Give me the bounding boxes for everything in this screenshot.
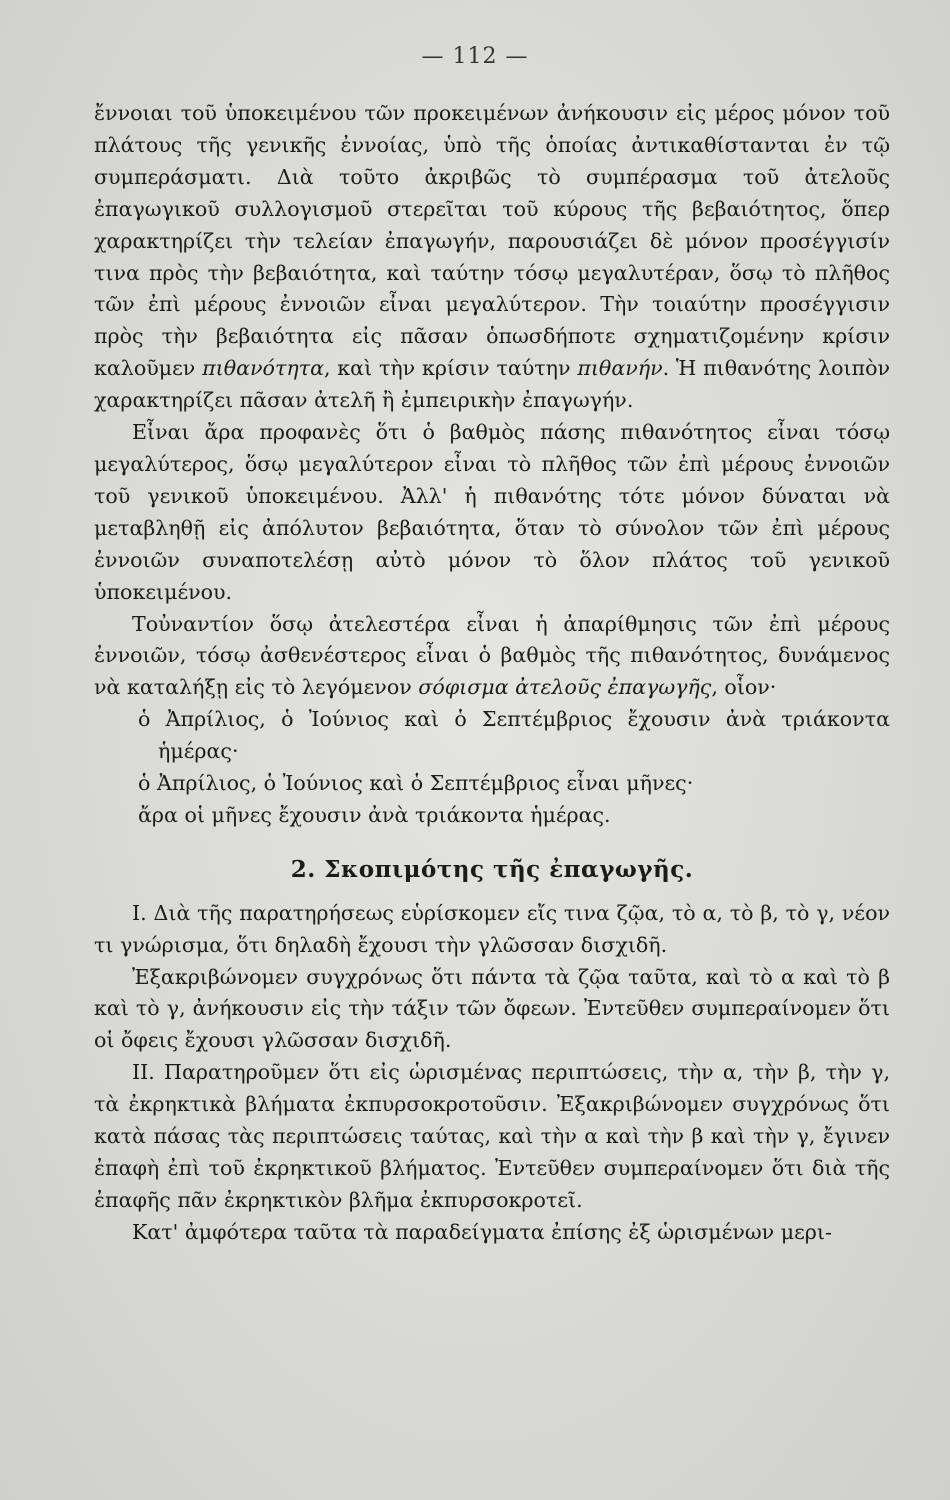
paragraph-probability (94, 98, 890, 417)
paragraph-both-examples: Κατ' ἀμφότερα ταῦτα τὰ παραδείγματα ἐπίσης ἐξ ὡρισμένων μερι- (132, 1219, 832, 1244)
paragraph-degree: Εἶναι ἄρα προφανὲς ὅτι ὁ βαθμὸς πάσης πιθανότητος εἶναι τόσῳ μεγαλύτερος, ὅσῳ μεγαλύτερον εἶναι τὸ πλῆθος τῶν ἐπὶ μέρους ἐννοιῶν τοῦ γενικοῦ ὑποκειμένου. Ἀλλ' ἡ πιθανότης τότε μόνον δύναται νὰ μεταβληθῇ εἰς ἀπόλυτον βεβαιότητα, ὅταν τὸ σύνολον τῶν ἐπὶ μέρους ἐννοιῶν συναποτελέσῃ αὐτὸ μόνον τὸ ὅλον πλάτος τοῦ γενικοῦ ὑποκειμένου. (94, 420, 890, 604)
paragraph-snakes: Ἐξακριβώνομεν συγχρόνως ὅτι πάντα τὰ ζῷα ταῦτα, καὶ τὸ α καὶ τὸ β καὶ τὸ γ, ἀνήκουσιν εἰς τὴν τάξιν τῶν ὄφεων. Ἐντεῦθεν συμπεραίνομεν ὅτι οἱ ὄφεις ἔχουσι γλῶσσαν δισχιδῆ. (94, 964, 890, 1053)
paragraph-example-two: ΙΙ. Παρατηροῦμεν ὅτι εἰς ὡρισμένας περιπτώσεις, τὴν α, τὴν β, τὴν γ, τὰ ἐκρηκτικὰ βλήματα ἐκπυρσοκροτοῦσιν. Ἐξακριβώνομεν συγχρόνως ὅτι κατὰ πάσας τὰς περιπτώσεις ταύτας, καὶ τὴν α καὶ τὴν β καὶ τὴν γ, ἔγινεν ἐπαφὴ ἐπὶ τοῦ ἐκρηκτικοῦ βλήματος. Ἐντεῦθεν συμπεραίνομεν ὅτι διὰ τῆς ἐπαφῆς πᾶν ἐκρηκτικὸν βλῆμα ἐκπυρσοκροτεῖ. (94, 1060, 890, 1212)
syllogism-example (94, 704, 890, 832)
section-heading: 2. Σκοπιμότης τῆς ἐπαγωγῆς. (290, 855, 694, 883)
paragraph-fallacy (94, 609, 890, 705)
term-fallacy: σόφισμα ἀτελοῦς ἐπαγωγῆς (418, 675, 712, 700)
example-premise-1: ὁ Ἀπρίλιος, ὁ Ἰούνιος καὶ ὁ Σεπτέμβριος ἔχουσιν ἀνὰ τριάκοντα ἡμέρας· (138, 707, 890, 764)
paragraph-probability-end: . Ἡ πιθανότης λοιπὸν χαρακτηρίζει πᾶσαν ἀτελῆ ἢ ἐμπειρικὴν ἐπαγωγήν. (94, 356, 890, 413)
example-premise-2: ὁ Ἀπρίλιος, ὁ Ἰούνιος καὶ ὁ Σεπτέμβριος εἶναι μῆνες· (138, 771, 694, 796)
paragraph-example-one: Ι. Διὰ τῆς παρατηρήσεως εὑρίσκομεν εἴς τινα ζῷα, τὸ α, τὸ β, τὸ γ, νέον τι γνώρισμα, ὅτι δηλαδὴ ἔχουσι τὴν γλῶσσαν δισχιδῆ. (94, 900, 890, 957)
example-conclusion: ἄρα οἱ μῆνες ἔχουσιν ἀνὰ τριάκοντα ἡμέρας. (138, 802, 611, 827)
paragraph-fallacy-end: , οἷον· (711, 675, 777, 700)
paragraph-probability-start: ἔννοιαι τοῦ ὑποκειμένου τῶν προκειμένων ἀνήκουσιν εἰς μέρος μόνον τοῦ πλάτους τῆς γενικῆς ἐννοίας, ὑπὸ τῆς ὁποίας ἀντικαθίστανται ἐν τῷ συμπεράσματι. Διὰ τοῦτο ἀκριβῶς τὸ συμπέρασμα τοῦ ἀτελοῦς ἐπαγωγικοῦ συλλογισμοῦ στερεῖται τοῦ κύρους τῆς βεβαιότητος, ὅπερ χαρακτηρίζει τὴν τελείαν ἐπαγωγήν, παρουσιάζει δὲ μόνον προσέγγισίν τινα πρὸς τὴν βεβαιότητα, καὶ ταύτην τόσῳ μεγαλυτέραν, ὅσῳ τὸ πλῆθος τῶν ἐπὶ μέρους ἐννοιῶν εἶναι μεγαλύτερον. Τὴν τοιαύτην προσέγγισιν πρὸς τὴν βεβαιότητα εἰς πᾶσαν ὁπωσδήποτε σχηματιζομένην κρίσιν καλοῦμεν (94, 101, 890, 381)
term-probable: πιθανήν (577, 356, 663, 381)
page-number: — 112 — (421, 44, 529, 69)
term-probability: πιθανότητα (202, 356, 324, 381)
paragraph-fallacy-start: Τοὐναντίον ὅσῳ ἀτελεστέρα εἶναι ἡ ἀπαρίθμησις τῶν ἐπὶ μέρους ἐννοιῶν, τόσῳ ἀσθενέστερος εἶναι ὁ βαθμὸς τῆς πιθανότητος, δυνάμενος νὰ καταλήξῃ εἰς τὸ λεγόμενον (94, 611, 890, 700)
paragraph-probability-middle: , καὶ τὴν κρίσιν ταύτην (323, 356, 571, 381)
page-text (94, 98, 890, 1249)
